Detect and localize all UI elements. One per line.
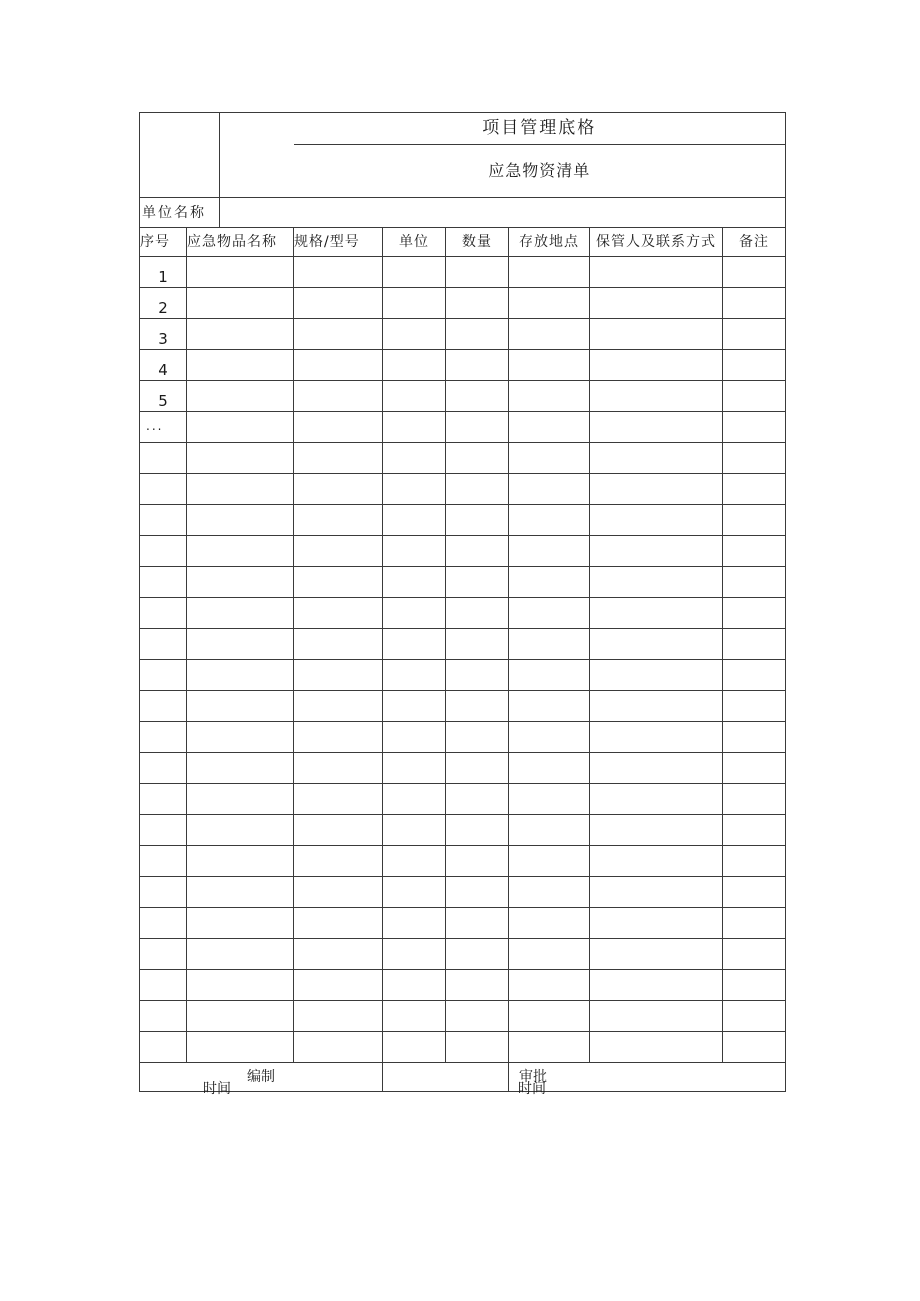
col-header-quantity: 数量 [446, 228, 509, 257]
cell-spec[interactable] [294, 381, 383, 412]
cell-spec[interactable] [294, 350, 383, 381]
cell-location[interactable] [509, 412, 590, 443]
cell-custodian[interactable] [590, 598, 723, 629]
cell-seq [140, 474, 187, 505]
cell-seq [140, 722, 187, 753]
table-row [140, 350, 786, 381]
cell-seq [140, 598, 187, 629]
table-row [140, 598, 786, 629]
table-row [140, 412, 786, 443]
col-header-unit: 单位 [383, 228, 446, 257]
table-row [140, 288, 786, 319]
cell-custodian[interactable] [590, 474, 723, 505]
cell-location[interactable] [509, 443, 590, 474]
cell-remarks[interactable] [723, 536, 786, 567]
cell-seq [140, 629, 187, 660]
cell-unit[interactable] [383, 350, 446, 381]
cell-unit[interactable] [383, 536, 446, 567]
cell-unit[interactable] [383, 846, 446, 877]
cell-spec[interactable] [294, 412, 383, 443]
cell-item-name[interactable] [187, 567, 294, 598]
cell-quantity[interactable] [446, 536, 509, 567]
table-row [140, 722, 786, 753]
approve-cell[interactable] [509, 1063, 786, 1092]
table-row [140, 846, 786, 877]
cell-location[interactable] [509, 753, 590, 784]
cell-item-name[interactable] [187, 1032, 294, 1063]
cell-unit[interactable] [383, 660, 446, 691]
cell-quantity[interactable] [446, 815, 509, 846]
cell-unit[interactable] [383, 381, 446, 412]
cell-location[interactable] [509, 877, 590, 908]
cell-seq: ... [140, 412, 187, 443]
cell-item-name[interactable] [187, 381, 294, 412]
cell-remarks[interactable] [723, 443, 786, 474]
cell-spec[interactable] [294, 908, 383, 939]
cell-location[interactable] [509, 1032, 590, 1063]
cell-remarks[interactable] [723, 939, 786, 970]
cell-remarks[interactable] [723, 350, 786, 381]
cell-custodian[interactable] [590, 939, 723, 970]
cell-unit[interactable] [383, 815, 446, 846]
cell-remarks[interactable] [723, 505, 786, 536]
cell-unit[interactable] [383, 908, 446, 939]
cell-item-name[interactable] [187, 815, 294, 846]
cell-location[interactable] [509, 598, 590, 629]
cell-unit[interactable] [383, 288, 446, 319]
cell-location[interactable] [509, 629, 590, 660]
cell-seq [140, 660, 187, 691]
cell-spec[interactable] [294, 815, 383, 846]
cell-quantity[interactable] [446, 288, 509, 319]
table-row [140, 660, 786, 691]
cell-item-name[interactable] [187, 753, 294, 784]
cell-remarks[interactable] [723, 567, 786, 598]
cell-unit[interactable] [383, 753, 446, 784]
cell-custodian[interactable] [590, 412, 723, 443]
cell-custodian[interactable] [590, 443, 723, 474]
cell-quantity[interactable] [446, 722, 509, 753]
cell-custodian[interactable] [590, 815, 723, 846]
cell-seq [140, 753, 187, 784]
cell-location[interactable] [509, 288, 590, 319]
cell-unit[interactable] [383, 257, 446, 288]
cell-quantity[interactable] [446, 970, 509, 1001]
cell-item-name[interactable] [187, 939, 294, 970]
cell-spec[interactable] [294, 846, 383, 877]
cell-remarks[interactable] [723, 784, 786, 815]
cell-item-name[interactable] [187, 443, 294, 474]
cell-remarks[interactable] [723, 412, 786, 443]
signature-row [140, 1063, 786, 1092]
cell-spec[interactable] [294, 753, 383, 784]
table-row [140, 970, 786, 1001]
cell-remarks[interactable] [723, 815, 786, 846]
cell-item-name[interactable] [187, 257, 294, 288]
cell-spec[interactable] [294, 474, 383, 505]
col-header-spec: 规格/型号 [294, 228, 383, 257]
cell-custodian[interactable] [590, 319, 723, 350]
cell-seq [140, 1001, 187, 1032]
cell-spec[interactable] [294, 629, 383, 660]
cell-item-name[interactable] [187, 598, 294, 629]
cell-custodian[interactable] [590, 350, 723, 381]
cell-remarks[interactable] [723, 753, 786, 784]
cell-remarks[interactable] [723, 474, 786, 505]
cell-quantity[interactable] [446, 1001, 509, 1032]
cell-spec[interactable] [294, 536, 383, 567]
cell-remarks[interactable] [723, 1032, 786, 1063]
cell-quantity[interactable] [446, 443, 509, 474]
cell-item-name[interactable] [187, 877, 294, 908]
cell-spec[interactable] [294, 257, 383, 288]
cell-custodian[interactable] [590, 753, 723, 784]
cell-spec[interactable] [294, 505, 383, 536]
table-row [140, 784, 786, 815]
cell-quantity[interactable] [446, 629, 509, 660]
table-row [140, 691, 786, 722]
cell-item-name[interactable] [187, 722, 294, 753]
cell-quantity[interactable] [446, 660, 509, 691]
table-row [140, 443, 786, 474]
cell-unit[interactable] [383, 443, 446, 474]
cell-unit[interactable] [383, 784, 446, 815]
cell-seq: 4 [140, 350, 187, 381]
cell-location[interactable] [509, 350, 590, 381]
cell-location[interactable] [509, 474, 590, 505]
cell-remarks[interactable] [723, 1001, 786, 1032]
cell-seq [140, 939, 187, 970]
cell-seq: 2 [140, 288, 187, 319]
cell-spec[interactable] [294, 970, 383, 1001]
logo-cell [140, 113, 294, 198]
cell-quantity[interactable] [446, 939, 509, 970]
cell-custodian[interactable] [590, 660, 723, 691]
cell-remarks[interactable] [723, 908, 786, 939]
cell-remarks[interactable] [723, 257, 786, 288]
cell-spec[interactable] [294, 660, 383, 691]
cell-unit[interactable] [383, 505, 446, 536]
cell-item-name[interactable] [187, 319, 294, 350]
cell-location[interactable] [509, 722, 590, 753]
cell-location[interactable] [509, 970, 590, 1001]
cell-item-name[interactable] [187, 629, 294, 660]
cell-seq [140, 691, 187, 722]
cell-seq [140, 815, 187, 846]
cell-quantity[interactable] [446, 567, 509, 598]
cell-unit[interactable] [383, 722, 446, 753]
unit-name-label: 单位名称 [140, 198, 294, 228]
cell-location[interactable] [509, 257, 590, 288]
cell-quantity[interactable] [446, 474, 509, 505]
cell-custodian[interactable] [590, 257, 723, 288]
cell-quantity[interactable] [446, 505, 509, 536]
cell-custodian[interactable] [590, 846, 723, 877]
cell-seq [140, 567, 187, 598]
table-row [140, 1032, 786, 1063]
cell-location[interactable] [509, 1001, 590, 1032]
cell-seq [140, 784, 187, 815]
cell-custodian[interactable] [590, 784, 723, 815]
table-row [140, 257, 786, 288]
col-header-seq: 序号 [140, 228, 187, 257]
cell-unit[interactable] [383, 319, 446, 350]
cell-seq: 3 [140, 319, 187, 350]
cell-unit[interactable] [383, 970, 446, 1001]
cell-seq [140, 1032, 187, 1063]
cell-custodian[interactable] [590, 381, 723, 412]
compile-label: 编制 [140, 1063, 383, 1092]
cell-seq: 5 [140, 381, 187, 412]
cell-item-name[interactable] [187, 288, 294, 319]
cell-custodian[interactable] [590, 536, 723, 567]
cell-quantity[interactable] [446, 598, 509, 629]
cell-quantity[interactable] [446, 908, 509, 939]
cell-spec[interactable] [294, 691, 383, 722]
cell-item-name[interactable] [187, 505, 294, 536]
unit-name-value[interactable] [294, 198, 786, 228]
cell-custodian[interactable] [590, 970, 723, 1001]
cell-location[interactable] [509, 319, 590, 350]
table-row [140, 877, 786, 908]
emergency-supplies-form [139, 112, 785, 1092]
cell-item-name[interactable] [187, 970, 294, 1001]
cell-unit[interactable] [383, 877, 446, 908]
table-row [140, 815, 786, 846]
cell-unit[interactable] [383, 474, 446, 505]
compile-value[interactable] [383, 1063, 509, 1092]
cell-seq [140, 908, 187, 939]
cell-item-name[interactable] [187, 908, 294, 939]
table-row [140, 753, 786, 784]
cell-location[interactable] [509, 567, 590, 598]
cell-custodian[interactable] [590, 1001, 723, 1032]
cell-seq [140, 505, 187, 536]
cell-custodian[interactable] [590, 629, 723, 660]
table-row [140, 939, 786, 970]
cell-remarks[interactable] [723, 598, 786, 629]
col-header-remarks: 备注 [723, 228, 786, 257]
cell-unit[interactable] [383, 1001, 446, 1032]
cell-spec[interactable] [294, 1032, 383, 1063]
cell-quantity[interactable] [446, 753, 509, 784]
cell-remarks[interactable] [723, 970, 786, 1001]
cell-item-name[interactable] [187, 691, 294, 722]
cell-item-name[interactable] [187, 350, 294, 381]
cell-spec[interactable] [294, 877, 383, 908]
cell-remarks[interactable] [723, 846, 786, 877]
cell-unit[interactable] [383, 939, 446, 970]
table-row [140, 908, 786, 939]
cell-unit[interactable] [383, 412, 446, 443]
cell-location[interactable] [509, 908, 590, 939]
cell-quantity[interactable] [446, 691, 509, 722]
cell-location[interactable] [509, 815, 590, 846]
cell-remarks[interactable] [723, 629, 786, 660]
cell-item-name[interactable] [187, 474, 294, 505]
cell-location[interactable] [509, 381, 590, 412]
cell-custodian[interactable] [590, 908, 723, 939]
cell-seq [140, 443, 187, 474]
cell-spec[interactable] [294, 443, 383, 474]
form-title: 项目管理底格 [294, 113, 786, 145]
cell-spec[interactable] [294, 722, 383, 753]
cell-unit[interactable] [383, 629, 446, 660]
cell-quantity[interactable] [446, 784, 509, 815]
table-row [140, 536, 786, 567]
table-row [140, 567, 786, 598]
cell-unit[interactable] [383, 567, 446, 598]
cell-spec[interactable] [294, 939, 383, 970]
table-row [140, 319, 786, 350]
approve-label: 审批 [519, 1069, 547, 1085]
cell-quantity[interactable] [446, 877, 509, 908]
cell-seq [140, 877, 187, 908]
col-header-item-name: 应急物品名称 [187, 228, 294, 257]
cell-custodian[interactable] [590, 877, 723, 908]
cell-location[interactable] [509, 784, 590, 815]
cell-quantity[interactable] [446, 846, 509, 877]
cell-custodian[interactable] [590, 722, 723, 753]
table-row [140, 381, 786, 412]
cell-item-name[interactable] [187, 784, 294, 815]
cell-spec[interactable] [294, 784, 383, 815]
cell-spec[interactable] [294, 319, 383, 350]
cell-item-name[interactable] [187, 412, 294, 443]
cell-quantity[interactable] [446, 381, 509, 412]
time-label-right: 时间 [518, 1081, 546, 1097]
cell-location[interactable] [509, 660, 590, 691]
cell-spec[interactable] [294, 567, 383, 598]
cell-location[interactable] [509, 846, 590, 877]
cell-item-name[interactable] [187, 1001, 294, 1032]
table-row [140, 629, 786, 660]
cell-remarks[interactable] [723, 691, 786, 722]
cell-remarks[interactable] [723, 722, 786, 753]
cell-remarks[interactable] [723, 288, 786, 319]
cell-location[interactable] [509, 505, 590, 536]
col-header-custodian: 保管人及联系方式 [590, 228, 723, 257]
cell-custodian[interactable] [590, 691, 723, 722]
form-subtitle: 应急物资清单 [294, 145, 786, 198]
cell-remarks[interactable] [723, 877, 786, 908]
table-row [140, 505, 786, 536]
cell-item-name[interactable] [187, 846, 294, 877]
time-label-left: 时间 [203, 1081, 231, 1097]
cell-unit[interactable] [383, 691, 446, 722]
cell-custodian[interactable] [590, 1032, 723, 1063]
cell-quantity[interactable] [446, 412, 509, 443]
cell-location[interactable] [509, 691, 590, 722]
cell-seq [140, 846, 187, 877]
cell-unit[interactable] [383, 598, 446, 629]
cell-spec[interactable] [294, 1001, 383, 1032]
cell-quantity[interactable] [446, 1032, 509, 1063]
cell-seq [140, 536, 187, 567]
cell-custodian[interactable] [590, 288, 723, 319]
cell-quantity[interactable] [446, 319, 509, 350]
cell-quantity[interactable] [446, 257, 509, 288]
cell-remarks[interactable] [723, 381, 786, 412]
cell-spec[interactable] [294, 288, 383, 319]
column-header-row [140, 228, 786, 257]
cell-item-name[interactable] [187, 536, 294, 567]
cell-unit[interactable] [383, 1032, 446, 1063]
col-header-location: 存放地点 [509, 228, 590, 257]
cell-seq: 1 [140, 257, 187, 288]
cell-seq [140, 970, 187, 1001]
form-table [139, 112, 786, 1092]
cell-remarks[interactable] [723, 660, 786, 691]
cell-custodian[interactable] [590, 505, 723, 536]
cell-custodian[interactable] [590, 567, 723, 598]
cell-quantity[interactable] [446, 350, 509, 381]
cell-spec[interactable] [294, 598, 383, 629]
cell-location[interactable] [509, 536, 590, 567]
cell-location[interactable] [509, 939, 590, 970]
table-row [140, 1001, 786, 1032]
cell-remarks[interactable] [723, 319, 786, 350]
table-row [140, 474, 786, 505]
cell-item-name[interactable] [187, 660, 294, 691]
